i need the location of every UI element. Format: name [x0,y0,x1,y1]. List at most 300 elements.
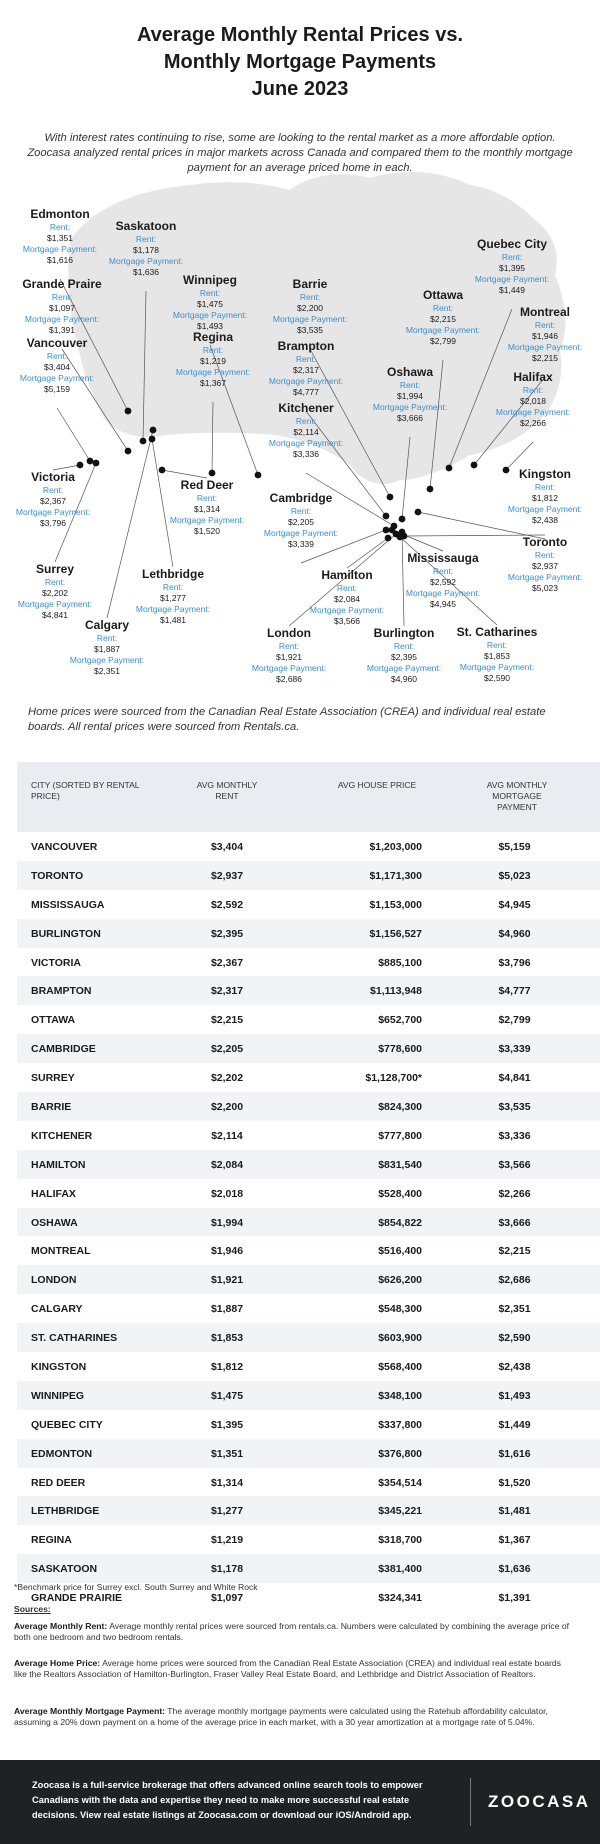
cell-city: GRANDE PRAIRIE [31,1592,123,1605]
rent-label: Rent: [51,292,73,302]
rent-label: Rent: [42,485,64,495]
cell-house-price: $337,800 [378,1418,422,1431]
table-row [17,1179,600,1208]
cell-rent: $2,114 [211,1129,243,1142]
cell-house-price: $824,300 [378,1101,422,1114]
table-row [17,1005,600,1034]
city-dot-grande-praire [125,448,132,455]
mortgage-value: $2,686 [276,674,302,684]
cell-mortgage-payment: $2,686 [498,1274,531,1287]
cell-house-price: $652,700 [378,1014,422,1027]
cell-mortgage-payment: $1,636 [498,1563,531,1576]
cell-house-price: $1,171,300 [369,869,422,882]
mortgage-value: $3,796 [40,518,66,528]
table-row [17,861,600,890]
cell-mortgage-payment: $1,520 [498,1476,531,1489]
rent-value: $1,921 [276,652,302,662]
source-rent [14,1621,574,1643]
mortgage-label: Mortgage Payment: [19,373,95,383]
rent-label: Rent: [44,577,66,587]
cell-city: CAMBRIDGE [31,1043,96,1056]
cell-house-price: $777,800 [378,1129,422,1142]
map-city-name: Kingston [519,467,571,481]
mortgage-value: $5,159 [44,384,70,394]
mortgage-value: $3,666 [397,413,423,423]
cell-city: EDMONTON [31,1447,93,1460]
map-label-montreal [475,307,600,364]
cell-house-price: $1,203,000 [369,841,422,853]
mortgage-value: $2,266 [520,418,546,428]
map-label-victoria [0,472,123,529]
map-city-name: Mississauga [407,551,479,565]
map-label-calgary [37,620,177,677]
rent-value: $2,317 [293,365,319,375]
mortgage-label: Mortgage Payment: [366,663,442,673]
cell-rent: $1,097 [210,1592,244,1605]
col-payment: AVG MONTHLY MORTGAGE PAYMENT [486,780,548,812]
cell-city: LETHBRIDGE [31,1505,100,1518]
cell-mortgage-payment: $4,945 [498,898,531,911]
city-dot-kingston [415,509,422,516]
cell-house-price: $603,900 [378,1332,422,1345]
cell-mortgage-payment: $1,391 [498,1592,531,1605]
map-city-name: Barrie [292,277,328,291]
rent-label: Rent: [46,351,68,361]
cell-city: LONDON [31,1274,77,1287]
mortgage-value: $1,636 [133,267,159,277]
source-rent-label: Average Monthly Rent: [14,1621,108,1631]
cell-city: BRAMPTON [31,985,92,998]
rent-value: $2,084 [334,594,360,604]
cell-city: BURLINGTON [31,927,101,940]
cell-rent: $2,592 [210,898,244,911]
rent-value: $2,114 [293,427,319,437]
mortgage-value: $5,023 [532,583,558,593]
title-line-2: Monthly Mortgage Payments [163,51,437,73]
mortgage-value: $4,777 [293,387,319,397]
cell-city: REGINA [31,1534,72,1547]
mortgage-value: $3,535 [297,325,323,335]
rent-value: $1,853 [484,651,510,661]
rent-value: $1,097 [49,303,75,313]
cell-rent: $1,887 [210,1303,244,1316]
source-home [14,1658,574,1680]
leader-line-halifax [506,442,533,470]
cell-mortgage-payment: $1,481 [498,1505,531,1518]
rent-label: Rent: [295,416,317,426]
table-row [17,919,600,948]
table-row [17,1554,600,1583]
map-city-name: Cambridge [269,491,333,505]
cell-city: OTTAWA [31,1014,76,1027]
rent-value: $1,277 [160,593,186,603]
mortgage-label: Mortgage Payment: [474,274,550,284]
cell-city: OSHAWA [31,1216,78,1229]
mortgage-value: $1,449 [499,285,525,295]
mortgage-value: $1,367 [200,378,226,388]
footer-divider [470,1778,471,1826]
rent-label: Rent: [135,234,157,244]
mortgage-value: $4,960 [391,674,417,684]
cell-rent: $1,351 [210,1447,244,1460]
footer-text: Zoocasa is a full-service brokerage that offers advanced online search tools to empower Canadians with the data and expertise they need to make more successful real estate decisions. View real estate listings at Zoocasa.com or download our iOS/Android app. [32,1780,423,1820]
mortgage-label: Mortgage Payment: [507,572,583,582]
table-row [17,1092,600,1121]
cell-city: HALIFAX [31,1187,76,1200]
cell-rent: $1,277 [210,1505,244,1518]
mortgage-label: Mortgage Payment: [251,663,327,673]
city-dot-brampton [383,513,390,520]
mortgage-value: $3,336 [293,449,319,459]
map-label-halifax [463,372,600,429]
mortgage-label: Mortgage Payment: [169,515,245,525]
mortgage-label: Mortgage Payment: [268,376,344,386]
rent-value: $2,367 [40,496,66,506]
rent-label: Rent: [290,506,312,516]
map-city-name: Kitchener [278,401,334,415]
map-city-name: Quebec City [476,237,548,251]
city-dot-saskatoon [140,438,147,445]
cell-house-price: $516,400 [378,1245,422,1258]
rent-value: $2,018 [520,396,546,406]
cell-rent: $2,018 [210,1187,244,1200]
source-payment [14,1706,574,1728]
map-city-name: Grande Praire [22,277,102,291]
rent-label: Rent: [534,482,556,492]
table-row [17,890,600,919]
rent-value: $1,314 [194,504,220,514]
table-body [17,832,600,1612]
map-city-name: Toronto [522,535,568,549]
source-payment-text: The average monthly mortgage payments were calculated using the Ratehub affordability calculator, assuming a 20% down payment on a home of the average price in each market, with a 30 year amortization at a mortgage rate of 5.04%. [14,1706,548,1727]
rent-table [17,762,600,1612]
cell-city: CALGARY [31,1303,83,1316]
cell-house-price: $528,400 [378,1187,422,1200]
source-rent-text: Average monthly rental prices were sourced from rentals.ca. Numbers were calculated by combining the average price of both one bedroom and two bedroom rentals. [14,1621,570,1642]
city-dot-cambridge [383,527,390,534]
cell-rent: $2,395 [210,927,244,940]
cell-mortgage-payment: $2,590 [498,1332,531,1345]
cell-house-price: $354,514 [378,1476,422,1489]
map-city-name: Lethbridge [142,567,204,581]
map-city-name: Hamilton [321,568,373,582]
rent-label: Rent: [486,640,508,650]
rent-label: Rent: [501,252,523,262]
footnote: *Benchmark price for Surrey excl. South Surrey and White Rock [14,1582,258,1592]
cell-mortgage-payment: $5,023 [498,869,531,882]
cell-city: KITCHENER [31,1129,93,1142]
map-label-barrie [240,279,380,336]
cell-rent: $2,215 [210,1014,244,1027]
table-row [17,1352,600,1381]
cell-mortgage-payment: $1,616 [498,1447,531,1460]
cell-rent: $1,395 [210,1418,244,1431]
map-label-vancouver [0,338,127,395]
mortgage-label: Mortgage Payment: [175,367,251,377]
cell-rent: $2,317 [210,985,244,998]
map-city-name: St. Catharines [456,625,538,639]
mortgage-value: $1,481 [160,615,186,625]
rent-label: Rent: [162,582,184,592]
table-row [17,1496,600,1525]
cell-city: BARRIE [31,1101,72,1114]
map-label-st-catharines [427,627,567,684]
zoocasa-logo: ZOOCASA [488,1792,591,1811]
mortgage-label: Mortgage Payment: [22,244,98,254]
city-dot-quebec-city [446,465,453,472]
cell-house-price: $568,400 [378,1361,422,1374]
rent-label: Rent: [96,633,118,643]
table-row [17,1525,600,1554]
cell-house-price: $1,156,527 [369,927,422,940]
mortgage-value: $1,616 [47,255,73,265]
mortgage-value: $1,493 [197,321,223,331]
cell-city: WINNIPEG [31,1389,85,1402]
cell-mortgage-payment: $4,960 [498,927,531,940]
city-dot-victoria [77,462,84,469]
table-row [17,1150,600,1179]
mortgage-value: $1,391 [49,325,75,335]
cell-city: KINGSTON [31,1361,87,1374]
cell-rent: $2,084 [210,1158,244,1171]
map-city-name: Oshawa [386,365,434,379]
map-label-cambridge [231,493,371,550]
city-dot-edmonton [125,408,132,415]
cell-mortgage-payment: $2,799 [498,1014,531,1027]
cell-rent: $1,219 [210,1534,244,1547]
cell-city: VANCOUVER [31,841,98,853]
rent-value: $2,205 [288,517,314,527]
cell-mortgage-payment: $2,351 [498,1303,531,1316]
cell-mortgage-payment: $4,777 [498,985,531,998]
rent-value: $2,395 [391,652,417,662]
mortgage-value: $2,215 [532,353,558,363]
mortgage-label: Mortgage Payment: [507,342,583,352]
mortgage-label: Mortgage Payment: [24,314,100,324]
cell-city: MONTREAL [31,1245,91,1258]
table-row [17,1063,600,1092]
cell-house-price: $1,128,700* [365,1072,422,1085]
cell-mortgage-payment: $3,796 [498,956,531,969]
map-city-name: Saskatoon [115,219,177,233]
mortgage-label: Mortgage Payment: [263,528,339,538]
col-rent: AVG MONTHLY RENT [196,780,258,801]
rent-label: Rent: [278,641,300,651]
cell-city: VICTORIA [31,956,81,969]
cell-house-price: $831,540 [378,1158,422,1171]
rent-label: Rent: [295,354,317,364]
table-row [17,1208,600,1237]
sources-heading: Sources: [14,1604,51,1614]
footer-bar [0,1760,600,1844]
col-city: CITY (SORTED BY RENTAL PRICE) [31,780,140,801]
cell-city: TORONTO [31,869,84,882]
mortgage-value: $2,590 [484,673,510,683]
cell-rent: $1,314 [210,1476,244,1489]
cell-mortgage-payment: $1,367 [498,1534,531,1547]
col-house: AVG HOUSE PRICE [337,780,417,790]
mortgage-value: $3,339 [288,539,314,549]
cell-house-price: $548,300 [378,1303,422,1316]
table-row [17,1121,600,1150]
city-dot-winnipeg [255,472,262,479]
city-dot-lethbridge [149,436,156,443]
rent-label: Rent: [196,493,218,503]
map-label-grande-praire [0,279,132,336]
table-row [17,1236,600,1265]
cell-rent: $1,475 [210,1389,244,1402]
rent-label: Rent: [534,320,556,330]
cell-city: ST. CATHARINES [31,1332,118,1345]
table-row [17,1294,600,1323]
map-city-name: Victoria [31,470,75,484]
rent-value: $2,937 [532,561,558,571]
cell-house-price: $376,800 [378,1447,422,1460]
mortgage-label: Mortgage Payment: [405,325,481,335]
title-line-1: Average Monthly Rental Prices vs. [136,24,464,46]
cell-rent: $2,367 [210,956,244,969]
table-row [17,1265,600,1294]
table-row [17,1381,600,1410]
cell-house-price: $885,100 [378,956,422,969]
map-city-name: Red Deer [180,478,234,492]
cell-city: RED DEER [31,1476,86,1489]
cell-rent: $1,994 [210,1216,244,1229]
cell-house-price: $778,600 [378,1043,422,1056]
cell-house-price: $348,100 [378,1389,422,1402]
rent-label: Rent: [202,345,224,355]
cell-mortgage-payment: $1,449 [498,1418,531,1431]
mortgage-value: $2,438 [532,515,558,525]
rent-label: Rent: [522,385,544,395]
mortgage-label: Mortgage Payment: [459,662,535,672]
cell-mortgage-payment: $3,666 [498,1216,531,1229]
city-dot-red-deer [159,467,166,474]
source-payment-label: Average Monthly Mortgage Payment: [14,1706,166,1716]
rent-value: $2,202 [42,588,68,598]
city-dot-hamilton [385,535,392,542]
map-city-name: Surrey [35,562,75,576]
city-dot-vancouver [87,458,94,465]
city-dot-calgary [150,427,157,434]
cell-mortgage-payment: $4,841 [498,1072,531,1085]
mortgage-label: Mortgage Payment: [108,256,184,266]
rent-value: $2,200 [297,303,323,313]
cell-city: MISSISSAUGA [31,898,105,911]
cell-mortgage-payment: $1,493 [498,1389,531,1402]
rent-value: $1,219 [200,356,226,366]
rent-label: Rent: [432,303,454,313]
city-dot-st-catharines [397,534,404,541]
cell-house-price: $318,700 [378,1534,422,1547]
map-label-mississauga [373,553,513,610]
city-dot-surrey [93,460,100,467]
rent-label: Rent: [336,583,358,593]
cell-rent: $2,200 [210,1101,244,1114]
mortgage-value: $3,566 [334,616,360,626]
mortgage-value: $4,945 [430,599,456,609]
mortgage-label: Mortgage Payment: [172,310,248,320]
mortgage-value: $1,520 [194,526,220,536]
mortgage-label: Mortgage Payment: [268,438,344,448]
map-city-name: Burlington [373,626,435,640]
city-dot-montreal [471,462,478,469]
page-title [0,22,600,103]
rent-label: Rent: [399,380,421,390]
cell-rent: $2,937 [210,869,244,882]
mortgage-label: Mortgage Payment: [69,655,145,665]
cell-rent: $1,921 [210,1274,244,1287]
mortgage-label: Mortgage Payment: [309,605,385,615]
cell-house-price: $345,221 [378,1505,422,1518]
cell-mortgage-payment: $5,159 [498,841,531,853]
cell-house-price: $626,200 [378,1274,422,1287]
rent-label: Rent: [199,288,221,298]
cell-rent: $1,178 [210,1563,244,1576]
rent-value: $1,946 [532,331,558,341]
city-dot-regina [209,470,216,477]
cell-house-price: $324,341 [378,1592,422,1605]
table-row [17,948,600,977]
rent-label: Rent: [393,641,415,651]
leader-line-red-deer [162,470,207,478]
rent-value: $1,351 [47,233,73,243]
map-city-name: Vancouver [26,336,88,350]
mortgage-label: Mortgage Payment: [507,504,583,514]
leader-line-vancouver [57,408,90,461]
mortgage-label: Mortgage Payment: [17,599,93,609]
cell-mortgage-payment: $2,266 [498,1187,531,1200]
cell-city: SASKATOON [31,1563,98,1576]
mortgage-label: Mortgage Payment: [15,507,91,517]
table-row [17,1439,600,1468]
cell-city: QUEBEC CITY [31,1418,103,1431]
mortgage-label: Mortgage Payment: [495,407,571,417]
rent-value: $1,994 [397,391,423,401]
cell-house-price: $1,153,000 [369,898,422,911]
table-header [17,762,600,832]
cell-rent: $1,853 [210,1332,244,1345]
rent-label: Rent: [534,550,556,560]
map-city-name: Montreal [519,305,570,319]
rent-label: Rent: [432,566,454,576]
map-city-name: Ottawa [422,288,463,302]
map-label-kitchener [236,403,376,460]
city-dot-barrie [387,494,394,501]
source-home-text: Average home prices were sourced from the Canadian Real Estate Association (CREA) and individual real estate boards like the Realtors Association of Hamilton-Burlington, Fraser Valley Real Estate Board, and Lethbridge and District Association of Realtors. [14,1658,561,1679]
mortgage-value: $2,351 [94,666,120,676]
cell-house-price: $854,822 [378,1216,422,1229]
rent-label: Rent: [49,222,71,232]
mortgage-label: Mortgage Payment: [405,588,481,598]
rent-value: $1,178 [133,245,159,255]
city-dot-oshawa [399,516,406,523]
map-city-name: Calgary [84,618,130,632]
table-row [17,1034,600,1063]
mortgage-label: Mortgage Payment: [135,604,211,614]
cell-rent: $2,205 [210,1043,244,1056]
source-note: Home prices were sourced from the Canadian Real Estate Association (CREA) and individual real estate boards. All rental prices were sourced from Rentals.ca. [28,706,546,733]
cell-rent: $2,202 [210,1072,244,1085]
source-home-label: Average Home Price: [14,1658,101,1668]
title-line-3: June 2023 [251,78,349,100]
table-row [17,1468,600,1497]
map-city-name: Regina [192,330,233,344]
cell-city: SURREY [31,1072,75,1085]
mortgage-label: Mortgage Payment: [272,314,348,324]
cell-rent: $3,404 [210,841,244,853]
rent-value: $2,215 [430,314,456,324]
